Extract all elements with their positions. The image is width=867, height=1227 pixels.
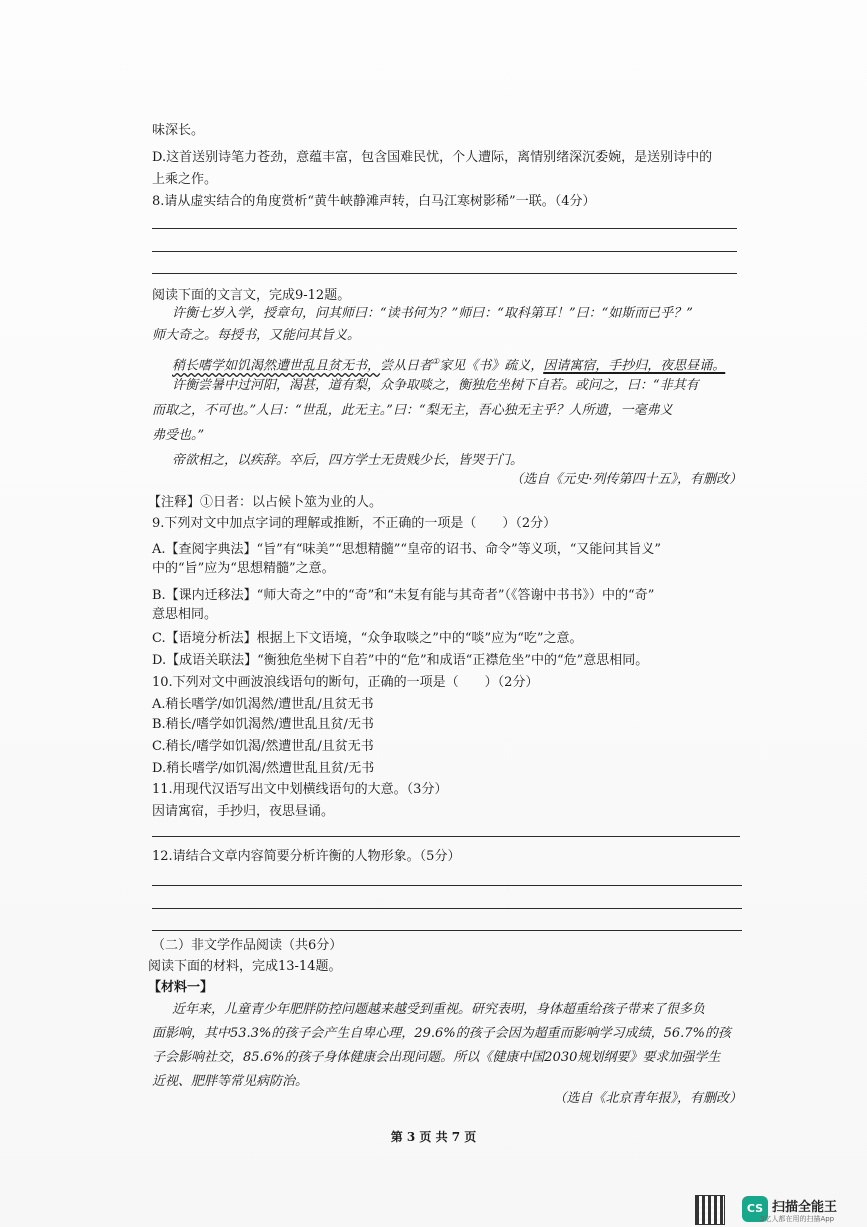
question-11-sentence: 因请寓宿，手抄归，夜思昼诵。 xyxy=(152,804,335,819)
passage-line: 师大奇之。每授书，又能问其旨义。 xyxy=(152,328,361,343)
answer-line xyxy=(152,885,742,886)
option-b-cont: 意思相同。 xyxy=(152,607,218,622)
footnote-marker: ① xyxy=(432,357,440,366)
option-d: D.稍长嗜学/如饥渴/然遭世乱且贫/无书 xyxy=(152,761,375,776)
answer-line xyxy=(152,836,740,837)
source-citation: （选自《北京青年报》，有删改） xyxy=(553,1091,742,1106)
wavy-underlined-sentence: 稍长嗜学如饥渴然遭世乱且贫无书， xyxy=(172,358,381,374)
option-c: C.稍长/嗜学如饥渴/然遭世乱/且贫无书 xyxy=(152,739,374,754)
text-line: 味深长。 xyxy=(152,123,205,138)
reading-instruction: 阅读下面的文言文，完成9-12题。 xyxy=(152,288,351,303)
option-d-line: D.这首送别诗笔力苍劲，意蕴丰富，包含国难民忧，个人遭际，离情别绪深沉委婉，是送别诗中的 xyxy=(152,150,713,165)
option-b: B.【课内迁移法】“师大奇之”中的“奇”和“未复有能与其奇者”（《答谢中书书》）中的“奇” xyxy=(152,588,655,603)
answer-line xyxy=(152,930,742,931)
passage-line: 弗受也。” xyxy=(152,428,205,443)
annotation: 【注释】①日者：以占候卜筮为业的人。 xyxy=(148,495,383,510)
material-label: 【材料一】 xyxy=(148,980,214,995)
page-number: 第 3 页 共 7 页 xyxy=(390,1130,477,1144)
passage-line-marked: 稍长嗜学如饥渴然遭世乱且贫无书，尝从日者①家见《书》疏义，因请寓宿，手抄归，夜思昼诵。 xyxy=(172,357,726,374)
camscanner-logo-icon: CS xyxy=(742,1196,768,1222)
answer-line xyxy=(152,273,737,274)
answer-line xyxy=(152,228,737,229)
question-11: 11.用现代汉语写出文中划横线语句的大意。（3分） xyxy=(152,782,448,797)
option-a-cont: 中的“旨”应为“思想精髓”之意。 xyxy=(152,561,335,576)
text-line: 上乘之作。 xyxy=(152,172,218,187)
qr-code-icon xyxy=(695,1195,725,1225)
question-8: 8.请从虚实结合的角度赏析“黄牛峡静滩声转，白马江寒树影稀”一联。（4分） xyxy=(152,194,596,209)
source-citation: （选自《元史·列传第四十五》，有删改） xyxy=(510,472,742,487)
section-heading: （二）非文学作品阅读（共6分） xyxy=(152,938,343,953)
passage-line: 许衡七岁入学，授章句，问其师曰：“读书何为？”师曰：“取科第耳！”曰：“如斯而已乎？” xyxy=(172,306,693,321)
passage-line: 许衡尝暑中过河阳，渴甚，道有梨，众争取啖之，衡独危坐树下自若。或问之，曰：“非其有 xyxy=(172,378,699,393)
option-d: D.【成语关联法】“衡独危坐树下自若”中的“危”和成语“正襟危坐”中的“危”意思相同。 xyxy=(152,653,649,668)
option-b: B.稍长/嗜学如饥渴然/遭世乱且贫/无书 xyxy=(152,717,374,732)
underlined-sentence: 因请寓宿，手抄归，夜思昼诵。 xyxy=(543,358,726,374)
material-line: 近视、肥胖等常见病防治。 xyxy=(152,1074,309,1089)
material-line: 面影响，其中53.3%的孩子会产生自卑心理，29.6%的孩子会因为超重而影响学习成绩，56.7%的孩 xyxy=(152,1026,731,1041)
answer-line xyxy=(152,908,742,909)
question-12: 12.请结合文章内容简要分析许衡的人物形象。（5分） xyxy=(152,849,461,864)
material-line: 近年来，儿童青少年肥胖防控问题越来越受到重视。研究表明，身体超重给孩子带来了很多负 xyxy=(172,1002,706,1017)
app-name: 扫描全能王 xyxy=(772,1200,838,1215)
option-c: C.【语境分析法】根据上下文语境，“众争取啖之”中的“啖”应为“吃”之意。 xyxy=(152,631,583,646)
question-9: 9.下列对文中加点字词的理解或推断，不正确的一项是（ ）（2分） xyxy=(152,516,557,531)
reading-instruction: 阅读下面的材料，完成13-14题。 xyxy=(148,959,342,974)
option-a: A.稍长嗜学/如饥渴然/遭世乱/且贫无书 xyxy=(152,697,374,712)
app-tagline: 3亿人都在用的扫描App xyxy=(760,1215,835,1223)
material-line: 子会影响社交，85.6%的孩子身体健康会出现问题。所以《健康中国2030规划纲要》要求加强学生 xyxy=(152,1050,721,1065)
passage-line: 而取之，不可也。”人曰：“世乱，此无主。”曰：“梨无主，吾心独无主乎？人所遗，一毫弗义 xyxy=(152,403,673,418)
answer-line xyxy=(152,251,737,252)
option-a: A.【查阅字典法】“旨”有“味美”“思想精髓”“皇帝的诏书、命令”等义项，“又能问其旨义” xyxy=(152,542,661,557)
question-10: 10.下列对文中画波浪线语句的断句，正确的一项是（ ）（2分） xyxy=(152,675,539,690)
passage-line: 帝欲相之，以疾辞。卒后，四方学士无贵贱少长，皆哭于门。 xyxy=(172,453,524,468)
